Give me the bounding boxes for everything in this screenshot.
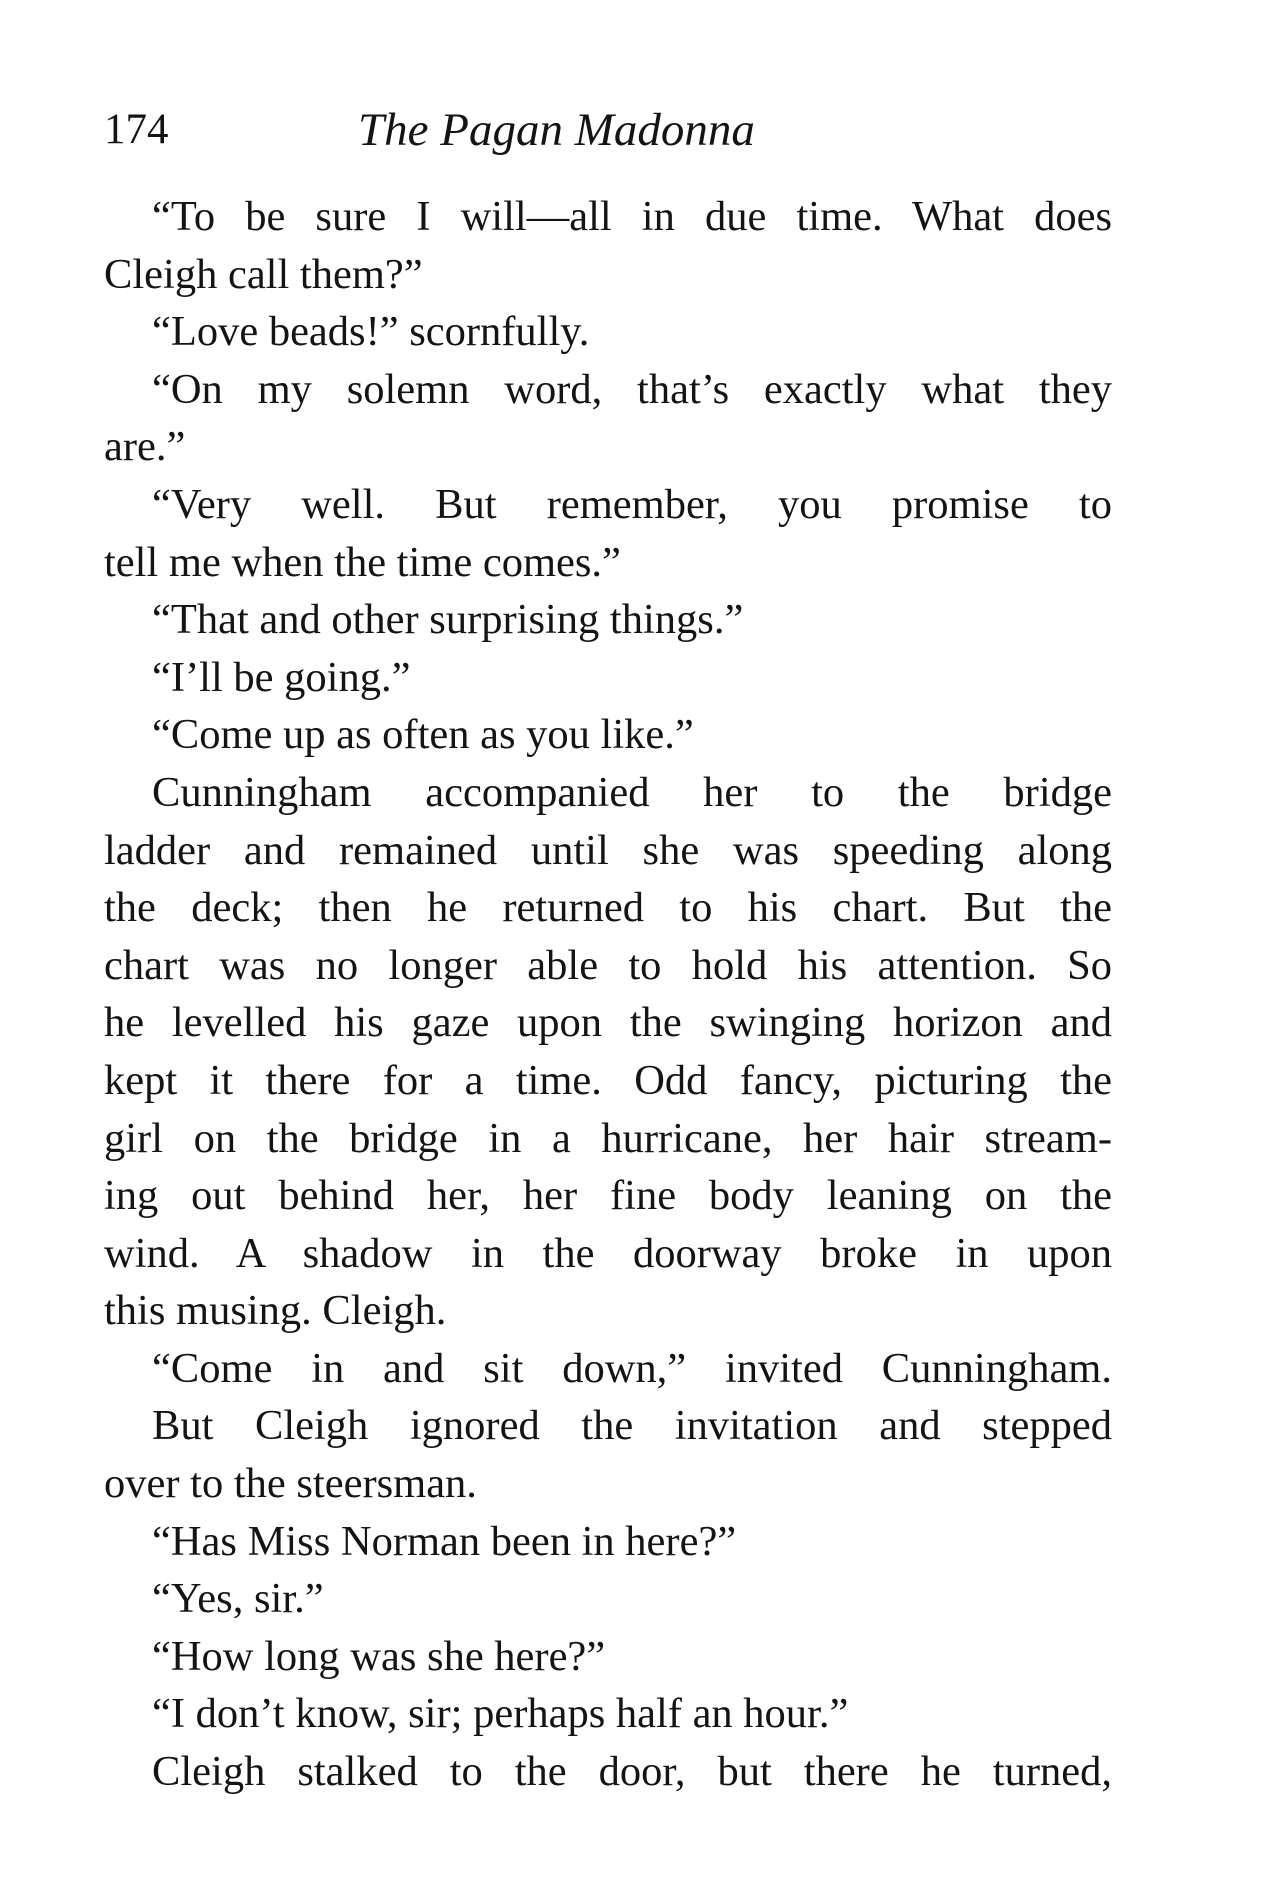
text-line: “I don’t know, sir; perhaps half an hour.” <box>152 1690 849 1738</box>
text-line: kept it there for a time. Odd fancy, picturing the <box>104 1056 1112 1104</box>
text-line: ing out behind her, her fine body leaning on the <box>104 1172 1112 1220</box>
text-line: “On my solemn word, that’s exactly what they <box>152 365 1112 413</box>
text-line: girl on the bridge in a hurricane, her hair stream- <box>104 1114 1112 1162</box>
text-line: “To be sure I will—all in due time. What does <box>152 193 1112 240</box>
text-line: the deck; then he returned to his chart. But the <box>104 884 1112 932</box>
text-line: are.” <box>104 423 186 471</box>
text-line: But Cleigh ignored the invitation and stepped <box>152 1402 1112 1450</box>
text-line: Cunningham accompanied her to the bridge <box>152 768 1112 816</box>
text-line: tell me when the time comes.” <box>104 538 621 586</box>
text-line: “Has Miss Norman been in here?” <box>152 1517 737 1565</box>
text-line: “How long was she here?” <box>152 1632 606 1680</box>
text-line: “Yes, sir.” <box>152 1575 324 1623</box>
text-line: Cleigh call them?” <box>104 250 423 298</box>
text-line: this musing. Cleigh. <box>104 1287 447 1335</box>
body-text <box>104 188 1112 1801</box>
text-line: “Very well. But remember, you promise to <box>152 480 1112 528</box>
page-header <box>104 98 1124 168</box>
text-line: ladder and remained until she was speeding along <box>104 826 1112 874</box>
text-line: over to the steersman. <box>104 1460 477 1508</box>
text-line: “Come in and sit down,” invited Cunningham. <box>152 1344 1112 1392</box>
text-line: “Come up as often as you like.” <box>152 711 694 759</box>
running-title: The Pagan Madonna <box>358 104 755 156</box>
text-line: “I’ll be going.” <box>152 653 411 701</box>
text-line: “Love beads!” scornfully. <box>152 308 590 356</box>
text-line: Cleigh stalked to the door, but there he turned, <box>152 1748 1112 1796</box>
text-line: he levelled his gaze upon the swinging horizon and <box>104 999 1112 1047</box>
page-number: 174 <box>104 106 169 153</box>
text-line: wind. A shadow in the doorway broke in upon <box>104 1229 1112 1277</box>
text-line: chart was no longer able to hold his attention. So <box>104 941 1112 989</box>
text-line: “That and other surprising things.” <box>152 596 744 644</box>
